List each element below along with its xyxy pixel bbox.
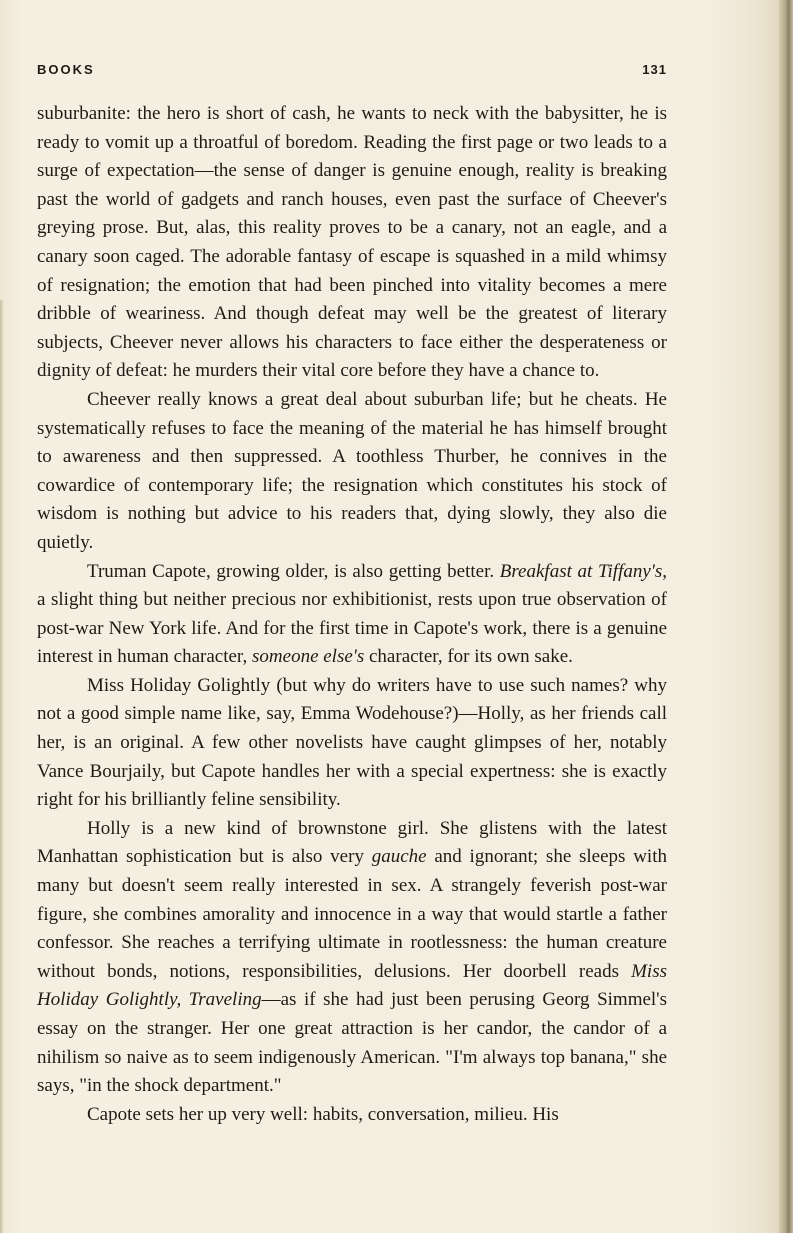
page-number: 131: [642, 62, 667, 77]
running-header: [37, 62, 667, 84]
paragraph-4: Miss Holiday Golightly (but why do writers have to use such names? why not a good simple name like, say, Emma Wodehouse?)—Holly, as her friends call her, is an original. A few other novelists have caught glimpses of her, notably Vance Bourjaily, but Capote handles her with a special expertness: she is exactly right for his brilliantly feline sensibility.: [37, 674, 667, 811]
paragraph-3: [37, 558, 667, 672]
paragraph-5-text-c: and ignorant; she sleeps with many but doesn't seem really interested in sex. A strangely feverish post-war figure, she combines amorality and innocence in a way that would startle a father confessor. She reaches a terrifying ultimate in rootlessness: the human creature without bonds, notions, responsibilities, delusions. Her doorbell reads: [37, 846, 667, 982]
paragraph-3-text-e: character, for its own sake.: [364, 646, 573, 668]
paragraph-6: Capote sets her up very well: habits, conversation, milieu. His: [87, 1103, 559, 1125]
paragraph-3-text-c: , a slight thing but neither precious nor exhibitionist, rests upon true observation of post-war New York life. And for the first time in Capote's work, there is a genuine interest in human character,: [37, 560, 667, 668]
paragraph-5-text-a: Holly is a new kind of brownstone girl. She glistens with the latest Manhattan sophistication but is also very: [37, 817, 667, 868]
paragraph-2: Cheever really knows a great deal about suburban life; but he cheats. He systematically refuses to face the meaning of the material he has himself brought to awareness and then suppressed. A toothless Thurber, he connives in the cowardice of contemporary life; the resignation which constitutes his stock of wisdom is nothing but advice to his readers that, dying slowly, they also die quietly.: [37, 388, 667, 553]
doorbell-card-text: Miss Holiday Golightly, Traveling: [37, 960, 667, 1011]
paragraph-3-text-a: Truman Capote, growing older, is also getting better.: [87, 560, 500, 582]
paragraph-5-text-e: —as if she had just been perusing Georg Simmel's essay on the stranger. Her one great attraction is her candor, the candor of a nihilism so naive as to seem indigenously American. "I'm always top banana," she says, "in the shock department.": [37, 989, 668, 1097]
paragraph-1: suburbanite: the hero is short of cash, he wants to neck with the babysitter, he is ready to vomit up a throatful of boredom. Reading the first page or two leads to a surge of expectation—the sense of danger is genuine enough, reality is breaking past the world of gadgets and ranch houses, even past the surface of Cheever's greying prose. But, alas, this reality proves to be a canary, not an eagle, and a canary soon caged. The adorable fantasy of escape is squashed in a mild whimsy of resignation; the emotion that had been pinched into vitality becomes a mere dribble of weariness. And though defeat may well be the greatest of literary subjects, Cheever never allows his characters to face either the desperateness or dignity of defeat: he murders their vital core before they have a chance to.: [37, 103, 667, 382]
page-binding-edge: [779, 0, 793, 1233]
book-title-breakfast-at-tiffanys: Breakfast at Tiffany's: [499, 560, 663, 582]
emphasis-gauche: gauche: [371, 846, 427, 868]
body-text: [37, 100, 667, 1129]
emphasis-someone-elses: someone else's: [252, 646, 365, 668]
paragraph-5: [37, 815, 667, 1101]
page-left-edge-shadow: [0, 300, 4, 1233]
section-title: BOOKS: [37, 62, 95, 77]
